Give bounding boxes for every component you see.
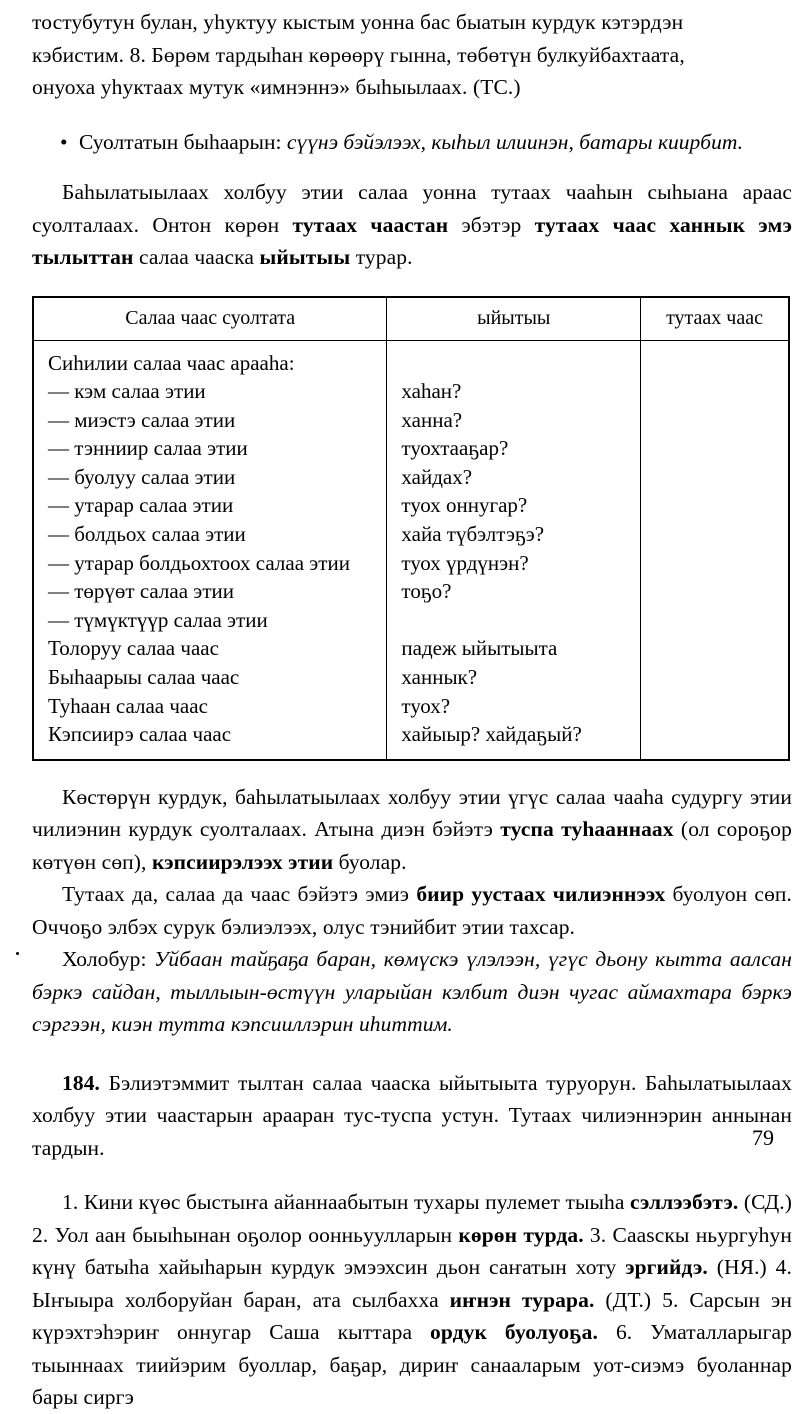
question-item: туох оннугар? (401, 493, 528, 518)
after-table-section (32, 781, 792, 1041)
example-italic-text: Уйбаан тайҕаҕа баран, көмүскэ үлэлээн, үгүс дьону кытта аалсан бэркэ сайдан, тыллыын-өстүүн уларыйан кэлбит диэн чугас аймахтара бэркэ сэргээн, киэн тутта кэпсииллэрин иһиттим. (32, 947, 792, 1037)
clause-item: Сиһилии салаа чаас арааһа: (48, 350, 295, 375)
intro-part-3: салаа чааска (133, 245, 260, 269)
sentence-2-number: 2. (32, 1222, 49, 1247)
example-paragraph-wrapper (32, 943, 792, 1041)
bullet-italic-text: сүүнэ бэйэлээх, кыһыл илиинэн, батары киирбит. (286, 129, 744, 154)
sentence-4-number: 4. (775, 1255, 792, 1280)
example-space (147, 947, 155, 971)
clause-item: Быһаарыы салаа чаас (48, 665, 240, 690)
after-table-paragraph-1 (32, 781, 792, 879)
intro-bold-2: тутаах чаас ханнык эмэ тылыттан (32, 212, 792, 269)
page-number: 79 (752, 1125, 774, 1150)
exercise-space (100, 1071, 109, 1095)
intro-paragraph (32, 176, 792, 274)
sentence-3-text-b: (НЯ.) (707, 1255, 776, 1280)
example-marker-icon (16, 952, 19, 955)
sentence-2-text-a: Уол аан быыһынан оҕолор оонньуулларын (48, 1222, 459, 1247)
intro-part-4: турар. (350, 245, 413, 269)
sentence-6-text-a: Уматалларыгар тыыннаах тиийэрим буоллар, баҕар, дириҥ санааларым уот-сиэмэ буоланнар бары сиргэ (32, 1320, 793, 1410)
opening-line-1: тостубутун булан, уһуктуу кыстым уонна бас быатын курдук кэтэрдэн (32, 10, 684, 34)
at1-bold-2: кэпсиирэлээх этии (151, 849, 334, 874)
intro-text (32, 176, 792, 274)
opening-paragraph (32, 6, 792, 104)
sentence-1-number: 1. (62, 1190, 79, 1215)
clause-item: — тэнниир салаа этии (48, 436, 248, 461)
question-item: хайдах? (401, 464, 473, 489)
clause-item: — утарар болдьохтоох салаа этии (48, 550, 350, 575)
question-item: хайа түбэлтэҕэ? (401, 522, 545, 547)
intro-bold-1: тутаах чаастан (292, 212, 449, 237)
question-item: туох? (401, 693, 451, 718)
bullet-note (32, 126, 792, 159)
main-clause-list (641, 341, 788, 388)
at1-bold-1: туспа туһааннаах (500, 817, 674, 842)
sentence-list-block (32, 1186, 792, 1414)
table-header-main-clause: тутаах чаас (641, 297, 789, 341)
exercise-block (32, 1067, 792, 1165)
sentence-list (32, 1186, 792, 1414)
after-table-paragraph-2 (32, 878, 792, 943)
grammar-table-wrapper (32, 296, 790, 761)
bullet-label: Суолтатын быһаарын: (79, 129, 282, 154)
table-row (33, 340, 789, 760)
question-item: падеж ыйытыыта (401, 636, 558, 661)
sentence-4-bold: иҥнэн турара. (449, 1287, 595, 1312)
clause-item: — утарар салаа этии (48, 493, 234, 518)
clause-item: — кэм салаа этии (48, 379, 206, 404)
question-item: ханна? (401, 407, 463, 432)
table-cell-main-clause-empty (641, 340, 789, 760)
sentence-5-bold: ордук буолуоҕа. (430, 1320, 598, 1345)
example-paragraph (32, 943, 792, 1041)
sentence-1-text-b: (СД.) (738, 1190, 793, 1215)
sentence-2-bold: көрөн турда. (458, 1222, 584, 1247)
sentence-4-text-b: (ДТ.) (594, 1287, 663, 1312)
table-header-question: ыйытыы (387, 297, 641, 341)
grammar-table (32, 296, 790, 761)
clause-list (34, 341, 386, 759)
exercise-instruction: Бэлиэтэммит тылтан салаа чааска ыйытыыта туруорун. Баһылатыылаах холбуу этии чаастарын арааран тус-туспа устун. Тутаах чилиэннэрин аннынан тардын. (32, 1070, 792, 1160)
at2-part-1: Тутаах да, салаа да чаас бэйэтэ эмиэ (62, 882, 417, 907)
intro-part-1: Баһылатыылаах холбуу этии салаа уонна тутаах чааһын сыһыана араас суолталаах. Онтон көрөн (32, 180, 792, 237)
sentence-5-text-a: Сарсын эн күрэхтэһэриҥ оннугар Саша кыттара (32, 1287, 792, 1345)
table-header-row (33, 297, 789, 341)
exercise-number: 184. (62, 1070, 101, 1095)
clause-item: Толоруу салаа чаас (48, 636, 219, 661)
at1-part-3: буолар. (333, 849, 407, 874)
clause-item: — төрүөт салаа этии (48, 579, 234, 604)
question-item: хаһан? (401, 379, 462, 404)
sentence-3-text-a: Саascкы ньургуһун күнү батыһа хайыһарын курдук эмээхсин дьон саҥатын хоту (32, 1222, 792, 1280)
example-label: Холобур: (62, 947, 147, 972)
sentence-1-text-a: Кини күөс быстыҥа айаннаабытын тухары пулемет тыыһа (78, 1190, 631, 1215)
intro-bold-3: ыйытыы (259, 245, 351, 269)
clause-item: Туһаан салаа чаас (48, 693, 208, 718)
clause-item: — түмүктүүр салаа этии (48, 607, 268, 632)
sentence-6-number: 6. (598, 1320, 633, 1345)
opening-line-3: онуоха уһуктаах мутук «имнэннэ» быһыылаах. (ТС.) (32, 75, 521, 99)
question-item: тоҕо? (401, 579, 452, 604)
at1-part-2: (ол сороҕор көтүөн сөп), (32, 817, 792, 874)
question-item: ханнык? (401, 665, 478, 690)
question-item: туох үрдүнэн? (401, 550, 529, 575)
at1-part-1: Көстөрүн курдук, баһылатыылаах холбуу этии үгүс салаа чааһа судургу этии чилиэнин курдук суолталаах. Атына диэн бэйэтэ (32, 784, 792, 842)
at2-part-2: буолуон сөп. Оччоҕо элбэх сурук бэлиэлээх, олус тэнийбит этии тахсар. (32, 882, 792, 939)
question-item: туохтааҕар? (401, 436, 509, 461)
table-header-clause-meaning: Салаа чаас суолтата (33, 297, 387, 341)
table-cell-question-list (387, 340, 641, 760)
clause-item: Кэпсиирэ салаа чаас (48, 722, 232, 747)
table-body (33, 340, 789, 760)
intro-part-2: эбэтэр (448, 212, 535, 237)
page-content (32, 0, 792, 1414)
sentence-4-text-a: Ыҥыыра холборуйан баран, ата сылбахха (32, 1287, 450, 1312)
clause-item: — миэстэ салаа этии (48, 407, 236, 432)
sentence-3-bold: эргийдэ. (625, 1255, 708, 1280)
bullet-marker-icon: • (60, 129, 68, 154)
clause-item: — буолуу салаа этии (48, 464, 236, 489)
sentence-5-number: 5. (662, 1287, 679, 1312)
table-cell-clause-list (33, 340, 387, 760)
clause-item: — болдьох салаа этии (48, 522, 246, 547)
opening-line-2: кэбистим. 8. Бөрөм тардыһан көрөөрү гынна, төбөтүн булкуйбахтаата, (32, 42, 685, 67)
question-item: хайыыр? хайдаҕый? (401, 722, 582, 747)
question-list (387, 341, 640, 759)
sentence-1-bold: сэллээбэтэ. (630, 1190, 739, 1215)
sentence-3-number: 3. (583, 1222, 607, 1247)
at2-bold-1: биир уустаах чилиэннээх (416, 882, 666, 907)
exercise-paragraph (32, 1067, 792, 1165)
